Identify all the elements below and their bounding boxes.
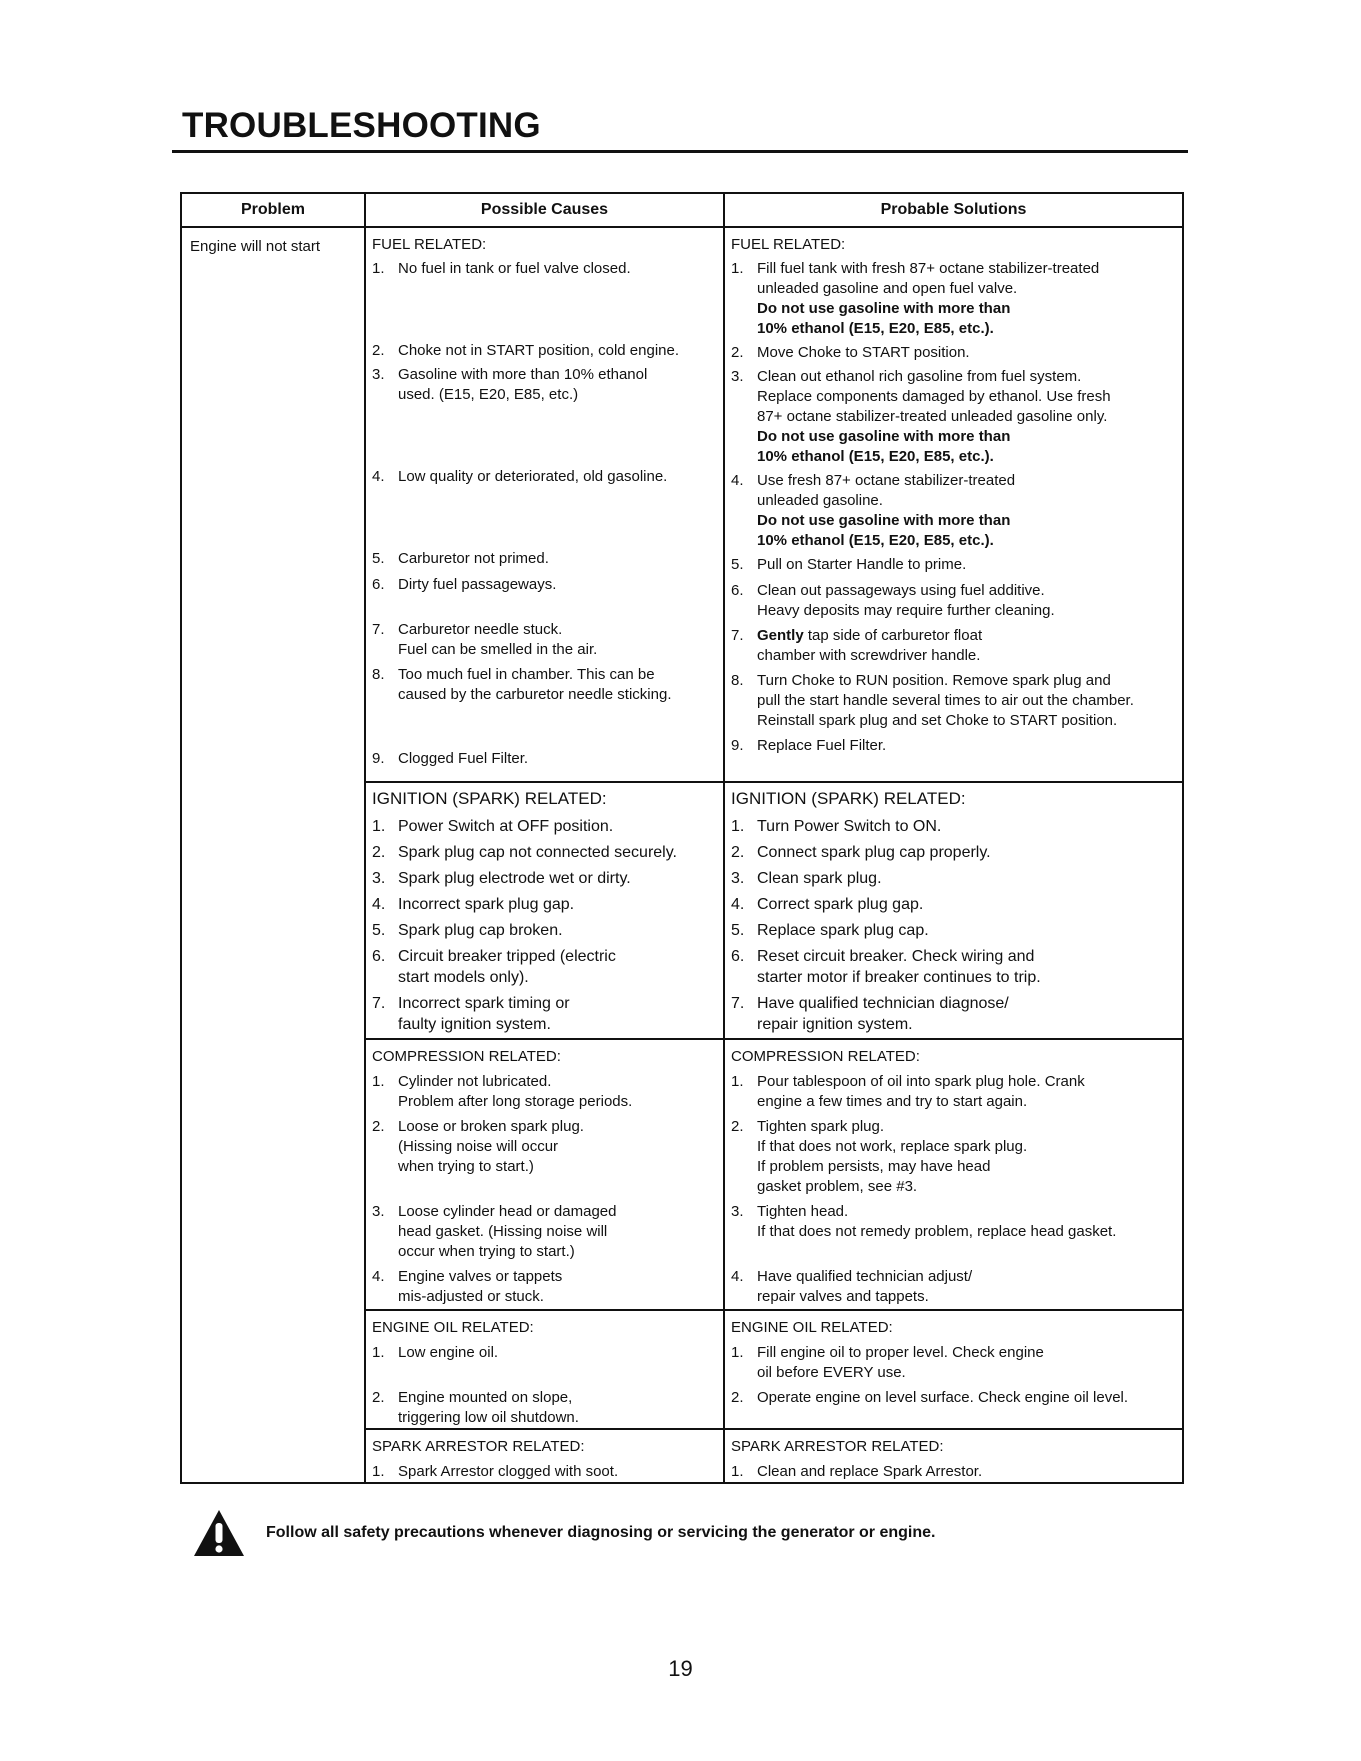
spark-arrestor-causes-title: SPARK ARRESTOR RELATED: bbox=[372, 1438, 585, 1455]
list-item: 9. Clogged Fuel Filter. bbox=[372, 750, 529, 767]
list-item: 2. Operate engine on level surface. Check engine oil level. bbox=[731, 1389, 1129, 1406]
ignition-causes bbox=[365, 782, 724, 1039]
list-item: 3. Clean spark plug. bbox=[731, 870, 882, 887]
compression-causes bbox=[365, 1039, 724, 1310]
list-item: 4. Correct spark plug gap. bbox=[731, 896, 924, 913]
list-item: 3. Tighten head. If that does not remedy problem, replace head gasket. bbox=[731, 1203, 1117, 1240]
fuel-causes-title: FUEL RELATED: bbox=[372, 236, 487, 253]
list-item: 3. Gasoline with more than 10% ethanol used. (E15, E20, E85, etc.) bbox=[372, 366, 648, 403]
list-item: 6. Reset circuit breaker. Check wiring and starter motor if breaker continues to trip. bbox=[731, 948, 1041, 986]
safety-warning bbox=[192, 1508, 1192, 1558]
list-item: 1. Cylinder not lubricated. Problem after long storage periods. bbox=[372, 1073, 633, 1110]
list-item: 2. Spark plug cap not connected securely. bbox=[372, 844, 677, 861]
list-item: 1. Turn Power Switch to ON. bbox=[731, 818, 942, 835]
engine-oil-causes bbox=[365, 1310, 724, 1429]
list-item: 1. Pour tablespoon of oil into spark plug hole. Crank engine a few times and try to start again. bbox=[731, 1073, 1085, 1110]
page-number: 19 bbox=[668, 1656, 693, 1681]
warning-triangle-icon bbox=[192, 1508, 246, 1558]
list-item: 2. Loose or broken spark plug. (Hissing noise will occur when trying to start.) bbox=[372, 1118, 584, 1175]
engine-oil-solutions bbox=[724, 1310, 1183, 1429]
list-item: 5. Pull on Starter Handle to prime. bbox=[731, 556, 967, 573]
list-item: 1. Fill engine oil to proper level. Check engine oil before EVERY use. bbox=[731, 1344, 1044, 1381]
header-solutions: Probable Solutions bbox=[724, 193, 1183, 227]
list-item: 7. Incorrect spark timing or faulty ignition system. bbox=[372, 995, 570, 1033]
fuel-solutions-title: FUEL RELATED: bbox=[731, 236, 846, 253]
list-item: 2. Choke not in START position, cold engine. bbox=[372, 342, 680, 359]
compression-solutions-title: COMPRESSION RELATED: bbox=[731, 1048, 920, 1065]
list-item: 1. Power Switch at OFF position. bbox=[372, 818, 614, 835]
list-item: 8. Turn Choke to RUN position. Remove spark plug and pull the start handle several times to air out the chamber. Reinstall spark plug and set Choke to START position. bbox=[731, 672, 1134, 729]
list-item: 3. Clean out ethanol rich gasoline from fuel system. Replace components damaged by ethanol. Use fresh 87+ octane stabilizer-treated unleaded gasoline only. Do not use gasoline with more than 10% ethanol (E15, E20, E85, etc.). bbox=[731, 368, 1111, 465]
list-item: 6. Circuit breaker tripped (electric start models only). bbox=[372, 948, 616, 986]
list-item: 7. Carburetor needle stuck. Fuel can be smelled in the air. bbox=[372, 621, 598, 658]
list-item: 3. Spark plug electrode wet or dirty. bbox=[372, 870, 631, 887]
list-item: 5. Spark plug cap broken. bbox=[372, 922, 563, 939]
list-item: 5. Carburetor not primed. bbox=[372, 550, 549, 567]
list-item: 1. Fill fuel tank with fresh 87+ octane stabilizer-treated unleaded gasoline and open fuel valve. Do not use gasoline with more than 10% ethanol (E15, E20, E85, etc.). bbox=[731, 260, 1100, 337]
list-item: 1. Low engine oil. bbox=[372, 1344, 499, 1361]
list-item: 4. Incorrect spark plug gap. bbox=[372, 896, 575, 913]
list-item: 1. Spark Arrestor clogged with soot. bbox=[372, 1463, 619, 1480]
troubleshooting-table bbox=[180, 192, 1184, 1484]
page-title: TROUBLESHOOTING bbox=[182, 106, 541, 145]
list-item: 9. Replace Fuel Filter. bbox=[731, 737, 887, 754]
list-item: 2. Engine mounted on slope, triggering low oil shutdown. bbox=[372, 1389, 579, 1426]
list-item: 6. Dirty fuel passageways. bbox=[372, 576, 557, 593]
engine-oil-causes-title: ENGINE OIL RELATED: bbox=[372, 1319, 534, 1336]
fuel-solutions bbox=[724, 227, 1183, 782]
list-item: 4. Engine valves or tappets mis-adjusted or stuck. bbox=[372, 1268, 563, 1305]
list-item: 2. Tighten spark plug. If that does not work, replace spark plug. If problem persists, may have head gasket problem, see #3. bbox=[731, 1118, 1028, 1195]
list-item: 6. Clean out passageways using fuel additive. Heavy deposits may require further cleaning. bbox=[731, 582, 1055, 619]
problem-cell: Engine will not start bbox=[181, 227, 365, 1483]
list-item: 4. Low quality or deteriorated, old gasoline. bbox=[372, 468, 668, 485]
spark-arrestor-solutions-title: SPARK ARRESTOR RELATED: bbox=[731, 1438, 944, 1455]
table-row-fuel bbox=[181, 227, 1183, 782]
header-problem: Problem bbox=[181, 193, 365, 227]
list-item: 5. Replace spark plug cap. bbox=[731, 922, 929, 939]
list-item: 1. No fuel in tank or fuel valve closed. bbox=[372, 260, 631, 277]
ignition-causes-title: IGNITION (SPARK) RELATED: bbox=[372, 789, 607, 808]
table-header-row bbox=[181, 193, 1183, 227]
list-item: 3. Loose cylinder head or damaged head gasket. (Hissing noise will occur when trying to start.) bbox=[372, 1203, 617, 1260]
compression-causes-title: COMPRESSION RELATED: bbox=[372, 1048, 561, 1065]
list-item: 7. Have qualified technician diagnose/ repair ignition system. bbox=[731, 995, 1009, 1033]
list-item: 2. Move Choke to START position. bbox=[731, 344, 970, 361]
title-rule bbox=[172, 150, 1188, 153]
list-item: 4. Have qualified technician adjust/ repair valves and tappets. bbox=[731, 1268, 973, 1305]
list-item: 2. Connect spark plug cap properly. bbox=[731, 844, 991, 861]
spark-arrestor-causes bbox=[365, 1429, 724, 1483]
list-item: 4. Use fresh 87+ octane stabilizer-treated unleaded gasoline. Do not use gasoline with more than 10% ethanol (E15, E20, E85, etc.). bbox=[731, 472, 1016, 549]
list-item: 8. Too much fuel in chamber. This can be caused by the carburetor needle sticking. bbox=[372, 666, 672, 703]
warning-text: Follow all safety precautions whenever diagnosing or servicing the generator or engine. bbox=[266, 1524, 936, 1541]
engine-oil-solutions-title: ENGINE OIL RELATED: bbox=[731, 1319, 893, 1336]
fuel-causes bbox=[365, 227, 724, 782]
spark-arrestor-solutions bbox=[724, 1429, 1183, 1483]
list-item: 1. Clean and replace Spark Arrestor. bbox=[731, 1463, 983, 1480]
list-item: 7. Gently tap side of carburetor float chamber with screwdriver handle. bbox=[731, 627, 983, 664]
ignition-solutions bbox=[724, 782, 1183, 1039]
ignition-solutions-title: IGNITION (SPARK) RELATED: bbox=[731, 789, 966, 808]
compression-solutions bbox=[724, 1039, 1183, 1310]
header-causes: Possible Causes bbox=[365, 193, 724, 227]
